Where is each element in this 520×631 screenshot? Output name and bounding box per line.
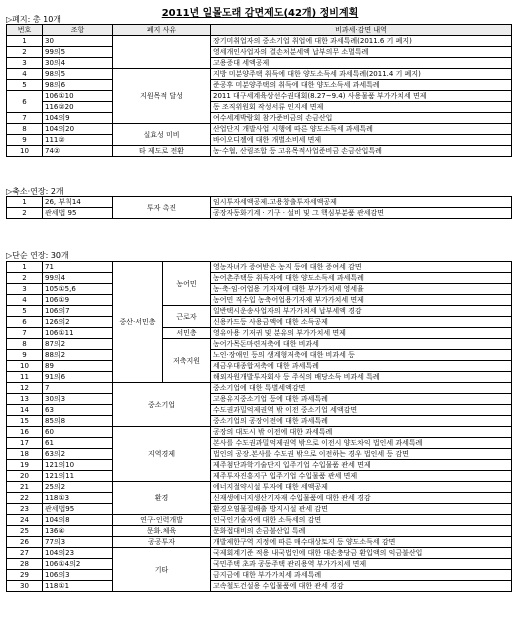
- article-cell: 63: [43, 405, 113, 416]
- article-cell: 106①10: [43, 91, 113, 102]
- description-cell: 법인의 공장.본사를 수도권 밖으로 이전하는 경우 법인세 등 감면: [211, 449, 512, 460]
- table-row: [7, 493, 512, 504]
- table-row: [7, 548, 512, 559]
- table-row: [7, 504, 512, 515]
- article-cell: 71: [43, 262, 113, 273]
- description-cell: 고용유지중소기업 등에 대한 과세특례: [211, 394, 512, 405]
- article-cell: 26, 부칙14: [43, 197, 113, 208]
- article-cell: 104의8: [43, 515, 113, 526]
- article-cell: 98의5: [43, 69, 113, 80]
- table-row: [7, 416, 512, 427]
- description-cell: 제주투자진흥지구 입주기업 수입물품 관세 면제: [211, 471, 512, 482]
- description-cell: 고용증대 세액공제: [211, 58, 512, 69]
- row-number: 6: [7, 317, 43, 328]
- table-row: [7, 317, 512, 328]
- article-cell: 60: [43, 427, 113, 438]
- description-cell: 노인·장애인 등의 생계형저축에 대한 비과세 등: [211, 350, 512, 361]
- row-number: 20: [7, 471, 43, 482]
- article-cell: 88의2: [43, 350, 113, 361]
- article-cell: 111②: [43, 135, 113, 146]
- table-row: [7, 328, 512, 339]
- description-cell: 2011 대구세계육상선수권대회(8.27~9.4) 사용물품 부가가치세 면제: [211, 91, 512, 102]
- article-cell: 87의2: [43, 339, 113, 350]
- row-number: 17: [7, 438, 43, 449]
- row-number: 27: [7, 548, 43, 559]
- description-cell: 준공후 미분양주택의 취득에 대한 양도소득세 과세특례: [211, 80, 512, 91]
- row-number: 10: [7, 361, 43, 372]
- row-number: 1: [7, 36, 43, 47]
- reason-cell: [113, 36, 211, 69]
- description-cell: 농·수협, 산림조합 등 고유목적사업준비금 손금산입특례: [211, 146, 512, 157]
- row-number: 9: [7, 135, 43, 146]
- description-cell: 바이오디젤에 대한 개별소비세 면제: [211, 135, 512, 146]
- table-row: [7, 306, 512, 317]
- description-cell: 영세개인사업자의 결손처분세액 납부의무 소멸특례: [211, 47, 512, 58]
- description-cell: 해외자원개발투자회사 등 주식의 배당소득 비과세 특례: [211, 372, 512, 383]
- table-row: [7, 405, 512, 416]
- reduced-table: [6, 196, 512, 219]
- article-cell: 25의2: [43, 482, 113, 493]
- row-number: 15: [7, 416, 43, 427]
- table-row: [7, 80, 512, 91]
- description-cell: 임시투자세액공제.고용창출투자세액공제: [211, 197, 512, 208]
- description-cell: 인국인기술자에 대한 소득세의 감면: [211, 515, 512, 526]
- category-cell: 연구·인력개발: [113, 515, 211, 526]
- description-cell: 금지금에 대한 부가가치세 과세특례: [211, 570, 512, 581]
- row-number: 3: [7, 284, 43, 295]
- article-cell: 98의6: [43, 80, 113, 91]
- table-row: [7, 482, 512, 493]
- table-row: [7, 295, 512, 306]
- row-number: 12: [7, 383, 43, 394]
- row-number: 8: [7, 339, 43, 350]
- description-cell: 여수세계박람회 참가준비금의 손금산입: [211, 113, 512, 124]
- table-row: [7, 581, 512, 592]
- row-number: 1: [7, 262, 43, 273]
- category-cell: 지역경제: [113, 427, 211, 482]
- row-number: 7: [7, 328, 43, 339]
- article-cell: 관세법 95: [43, 208, 113, 219]
- description-cell: 신재생에너지생산기자재 수입물품에 대한 관세 경감: [211, 493, 512, 504]
- row-number: 9: [7, 350, 43, 361]
- description-cell: 제주첨단과학기술단지 입주기업 수입물품 관세 면제: [211, 460, 512, 471]
- article-cell: 99의4: [43, 273, 113, 284]
- section-extended-heading: ▷단순 연장: 30개: [6, 251, 69, 260]
- description-cell: 고속철도건설용 수입물품에 대한 관세 경감: [211, 581, 512, 592]
- article-cell: 105①5,6: [43, 284, 113, 295]
- section-abolished-heading: ▷폐지: 총 10개: [6, 15, 62, 24]
- table-row: [7, 394, 512, 405]
- article-cell: 126의2: [43, 317, 113, 328]
- row-number: 14: [7, 405, 43, 416]
- table-row: [7, 208, 512, 219]
- description-cell: 본사를 수도권과밀억제권역 밖으로 이전시 양도차익 법인세 과세특례: [211, 438, 512, 449]
- category-cell: 공공투자: [113, 537, 211, 548]
- row-number: 23: [7, 504, 43, 515]
- article-cell: 99의5: [43, 47, 113, 58]
- description-cell: 농어촌주택등 취득자에 대한 양도소득세 과세특례: [211, 273, 512, 284]
- article-cell: 106①4의2: [43, 559, 113, 570]
- description-cell: 개발제한구역 지정에 따른 매수대상토지 등 양도소득세 감면: [211, 537, 512, 548]
- description-cell: 농어가목돈마련저축에 대한 비과세: [211, 339, 512, 350]
- reason-cell: 지원목적 달성: [113, 69, 211, 124]
- description-cell: 환경오염물질배출 방지시설 관세 감면: [211, 504, 512, 515]
- article-cell: 61: [43, 438, 113, 449]
- table-row: [7, 69, 512, 80]
- subcategory-cell: 근로자: [163, 306, 211, 328]
- row-number: 1: [7, 197, 43, 208]
- article-cell: 7: [43, 383, 113, 394]
- description-cell: 영유아용 기저귀 및 분유의 부가가치세 면제: [211, 328, 512, 339]
- row-number: 4: [7, 295, 43, 306]
- article-cell: 77의3: [43, 537, 113, 548]
- column-header: 조항: [43, 25, 113, 36]
- article-cell: 136④: [43, 526, 113, 537]
- description-cell: 국민주택 초과 공동주택 관리용역 부가가치세 면제: [211, 559, 512, 570]
- row-number: 30: [7, 581, 43, 592]
- description-cell: 동 조직위원회 작성서류 인지세 면제: [211, 102, 512, 113]
- article-cell: 85의8: [43, 416, 113, 427]
- article-cell: 106의7: [43, 306, 113, 317]
- table-row: [7, 273, 512, 284]
- abolished-table: [6, 24, 512, 157]
- table-row: [7, 284, 512, 295]
- row-number: 18: [7, 449, 43, 460]
- column-header: 폐지 사유: [113, 25, 211, 36]
- table-row: [7, 438, 512, 449]
- extended-table: [6, 261, 512, 592]
- column-header: 번호: [7, 25, 43, 36]
- table-row: [7, 36, 512, 47]
- subcategory-cell: 저축지원: [163, 339, 211, 383]
- description-cell: 국제회계기준 적용 내국법인에 대한 대손충당금 환입액의 익금불산입: [211, 548, 512, 559]
- description-cell: 신용카드등 사용금액에 대한 소득공제: [211, 317, 512, 328]
- table-row: [7, 449, 512, 460]
- article-cell: 118①1: [43, 581, 113, 592]
- row-number: 19: [7, 460, 43, 471]
- category-cell: 기타: [113, 548, 211, 592]
- description-cell: 수도권과밀억제권역 밖 이전 중소기업 세액감면: [211, 405, 512, 416]
- table-row: [7, 339, 512, 350]
- category-cell: 문화.체육: [113, 526, 211, 537]
- reason-cell: 투자 촉진: [113, 197, 211, 219]
- article-cell: 116②20: [43, 102, 113, 113]
- row-number: 22: [7, 493, 43, 504]
- category-cell: 중소기업: [113, 383, 211, 427]
- article-cell: 121의11: [43, 471, 113, 482]
- reason-cell: 타 제도로 전환: [113, 146, 211, 157]
- category-cell: 중산·서민층: [113, 262, 163, 383]
- description-cell: 지방 미분양주택 취득에 대한 양도소득세 과세특례(2011.4 기 폐지): [211, 69, 512, 80]
- row-number: 2: [7, 208, 43, 219]
- article-cell: 30의3: [43, 394, 113, 405]
- description-cell: 공장의 대도시 밖 이전에 대한 과세특례: [211, 427, 512, 438]
- article-cell: 30의4: [43, 58, 113, 69]
- description-cell: 세금우대종합저축에 대한 과세특례: [211, 361, 512, 372]
- row-number: 5: [7, 80, 43, 91]
- row-number: 24: [7, 515, 43, 526]
- table-row: [7, 515, 512, 526]
- article-cell: 74②: [43, 146, 113, 157]
- row-number: 7: [7, 113, 43, 124]
- table-row: [7, 350, 512, 361]
- row-number: 16: [7, 427, 43, 438]
- table-row: [7, 197, 512, 208]
- row-number: 2: [7, 273, 43, 284]
- table-row: [7, 559, 512, 570]
- table-row: [7, 361, 512, 372]
- description-cell: 농·축·임·어업용 기자재에 대한 부가가치세 영세율: [211, 284, 512, 295]
- row-number: 29: [7, 570, 43, 581]
- description-cell: 농어민 직수입 농축어업용기자재 부가가치세 면제: [211, 295, 512, 306]
- category-cell: 환경: [113, 482, 211, 515]
- description-cell: 산업단지 개발사업 시행에 따른 양도소득세 과세특례: [211, 124, 512, 135]
- row-number: 28: [7, 559, 43, 570]
- article-cell: 91의6: [43, 372, 113, 383]
- row-number: 5: [7, 306, 43, 317]
- reason-cell: 실효성 미비: [113, 124, 211, 146]
- table-row: [7, 102, 512, 113]
- table-row: [7, 91, 512, 102]
- article-cell: 104의20: [43, 124, 113, 135]
- table-row: [7, 124, 512, 135]
- page-title: 2011년 일몰도래 감면제도(42개) 정비계획: [161, 8, 359, 19]
- table-row: [7, 427, 512, 438]
- subcategory-cell: 농어민: [163, 262, 211, 306]
- table-row: [7, 47, 512, 58]
- row-number: 8: [7, 124, 43, 135]
- article-cell: 63의2: [43, 449, 113, 460]
- description-cell: 영농자녀가 증여받은 농지 등에 대한 증여세 감면: [211, 262, 512, 273]
- column-header: 비과세·감면 내역: [211, 25, 512, 36]
- table-row: [7, 526, 512, 537]
- article-cell: 106①11: [43, 328, 113, 339]
- article-cell: 30: [43, 36, 113, 47]
- article-cell: 89: [43, 361, 113, 372]
- row-number: 2: [7, 47, 43, 58]
- section-reduced-heading: ▷축소·연장: 2개: [6, 187, 64, 196]
- table-row: [7, 113, 512, 124]
- subcategory-cell: 서민층: [163, 328, 211, 339]
- article-cell: 118①3: [43, 493, 113, 504]
- description-cell: 공장자동화기계 · 기구 · 설비 및 그 핵심부분품 관세감면: [211, 208, 512, 219]
- description-cell: 중소기업에 대한 특별세액감면: [211, 383, 512, 394]
- table-row: [7, 537, 512, 548]
- table-row: [7, 460, 512, 471]
- table-row: [7, 471, 512, 482]
- article-cell: 104의23: [43, 548, 113, 559]
- article-cell: 106①9: [43, 295, 113, 306]
- row-number: 21: [7, 482, 43, 493]
- article-cell: 121의10: [43, 460, 113, 471]
- row-number: 3: [7, 58, 43, 69]
- table-row: [7, 58, 512, 69]
- table-row: [7, 135, 512, 146]
- row-number: 6: [7, 91, 43, 113]
- table-row: [7, 262, 512, 273]
- description-cell: 장기미취업자의 중소기업 취업에 대한 과세특례(2011.6 기 폐지): [211, 36, 512, 47]
- description-cell: 문화접대비의 손금불산입 특례: [211, 526, 512, 537]
- article-cell: 106의3: [43, 570, 113, 581]
- table-row: [7, 570, 512, 581]
- row-number: 25: [7, 526, 43, 537]
- row-number: 4: [7, 69, 43, 80]
- table-row: [7, 372, 512, 383]
- article-cell: 104의9: [43, 113, 113, 124]
- table-header-row: [7, 25, 512, 36]
- row-number: 13: [7, 394, 43, 405]
- article-cell: 관세법95: [43, 504, 113, 515]
- table-row: [7, 146, 512, 157]
- row-number: 26: [7, 537, 43, 548]
- row-number: 10: [7, 146, 43, 157]
- table-row: [7, 383, 512, 394]
- description-cell: 에너지절약시설 투자에 대한 세액공제: [211, 482, 512, 493]
- description-cell: 중소기업의 공장이전에 대한 과세특례: [211, 416, 512, 427]
- description-cell: 일반택시운송사업자의 부가가치세 납부세액 경감: [211, 306, 512, 317]
- row-number: 11: [7, 372, 43, 383]
